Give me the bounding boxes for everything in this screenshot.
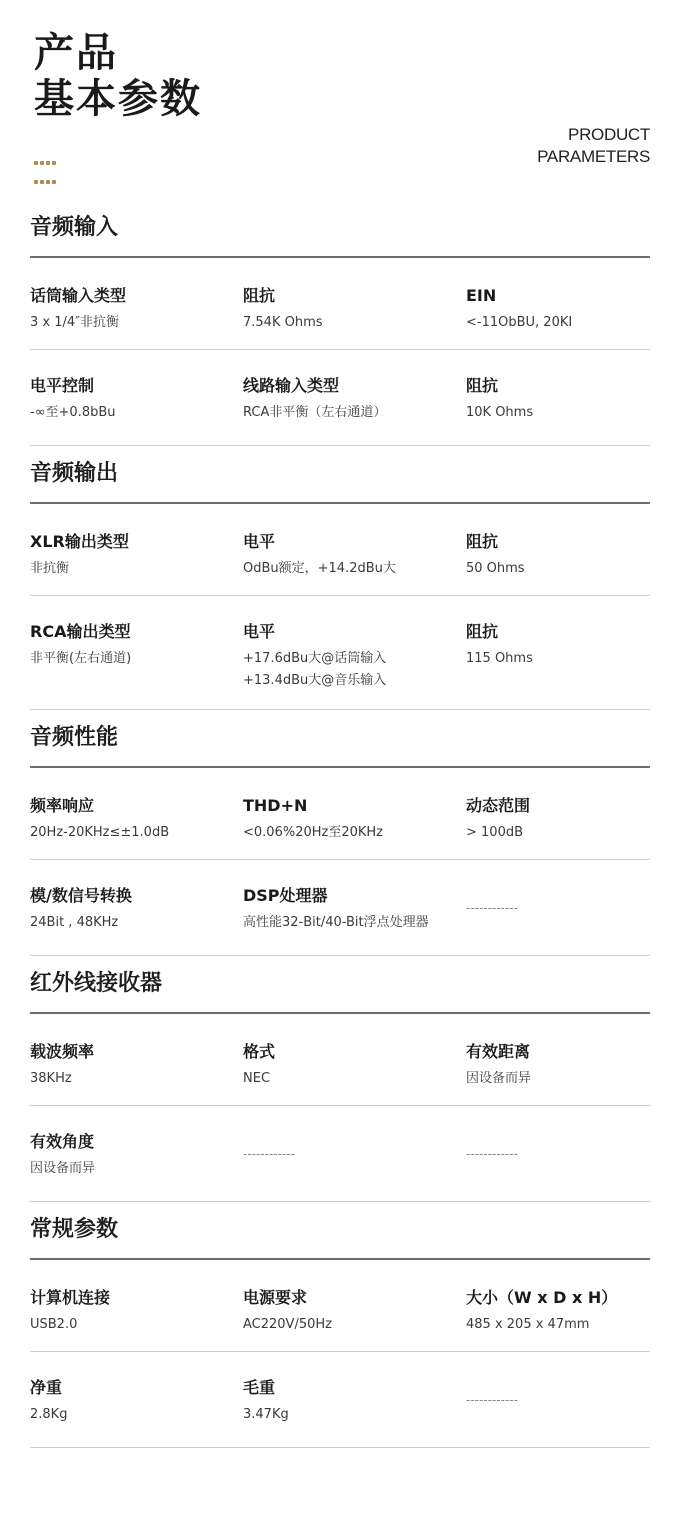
- spec-value: 38KHz: [30, 1071, 72, 1086]
- spec-placeholder-dash: ------------: [466, 1147, 518, 1161]
- spec-value: 10K Ohms: [466, 405, 534, 420]
- spec-label: 话筒输入类型: [30, 286, 127, 305]
- spec-row: [30, 1106, 650, 1202]
- spec-value: 3.47Kg: [243, 1407, 289, 1422]
- spec-value: RCA非平衡（左右通道）: [243, 405, 387, 420]
- spec-label: 净重: [30, 1378, 63, 1397]
- spec-cell: [30, 622, 131, 670]
- spec-cell: [466, 286, 572, 334]
- spec-value: 因设备而异: [466, 1071, 532, 1086]
- spec-label: EIN: [466, 286, 497, 305]
- spec-section: [0, 200, 680, 446]
- spec-value: 非平衡(左右通道): [30, 651, 132, 666]
- spec-label: RCA输出类型: [30, 622, 131, 641]
- spec-cell: [243, 532, 396, 580]
- spec-cell: [466, 898, 518, 918]
- spec-row: [30, 768, 650, 860]
- section-title: 常规参数: [30, 1217, 119, 1242]
- spec-label: 电源要求: [243, 1288, 308, 1307]
- spec-section: [0, 710, 680, 956]
- spec-cell: [466, 376, 533, 424]
- spec-value: 115 Ohms: [466, 651, 533, 666]
- spec-label: 动态范围: [466, 796, 531, 815]
- english-title-line2: PARAMETERS: [537, 147, 650, 166]
- spec-value: 3 x 1/4″非抗衡: [30, 315, 120, 330]
- page-title-line1: 产品: [34, 30, 118, 76]
- spec-cell: [466, 1390, 518, 1410]
- spec-label: 阻抗: [466, 376, 499, 395]
- spec-label: 阻抗: [466, 532, 499, 551]
- spec-value: AC220V/50Hz: [243, 1317, 332, 1332]
- spec-row: [30, 1014, 650, 1106]
- english-title: [537, 124, 650, 168]
- page-title-line2: 基本参数: [34, 76, 202, 122]
- spec-label: 有效距离: [466, 1042, 531, 1061]
- spec-cell: [30, 796, 169, 844]
- spec-cell: [466, 1042, 531, 1090]
- spec-cell: [30, 1378, 67, 1426]
- spec-label: DSP处理器: [243, 886, 328, 905]
- spec-cell: [243, 1042, 275, 1090]
- spec-cell: [243, 1378, 289, 1426]
- section-title: 音频性能: [30, 725, 119, 750]
- spec-value: <-11ObBU, 20KI: [466, 315, 573, 330]
- spec-label: XLR输出类型: [30, 532, 129, 551]
- spec-label: 毛重: [243, 1378, 276, 1397]
- spec-cell: [30, 532, 129, 580]
- spec-placeholder-dash: ------------: [243, 1147, 295, 1161]
- spec-sections: [0, 200, 680, 1448]
- spec-label: 阻抗: [243, 286, 276, 305]
- spec-row: [30, 504, 650, 596]
- page-header: [0, 0, 680, 200]
- spec-cell: [243, 1288, 332, 1336]
- spec-label: 计算机连接: [30, 1288, 111, 1307]
- spec-value: 非抗衡: [30, 561, 70, 576]
- spec-label: 电平控制: [30, 376, 95, 395]
- spec-label: 大小（W x D x H）: [466, 1288, 618, 1307]
- spec-label: THD+N: [243, 796, 308, 815]
- spec-label: 阻抗: [466, 622, 499, 641]
- page-title: [34, 30, 202, 122]
- section-title: 音频输入: [30, 215, 119, 240]
- spec-value: <0.06%20Hz至20KHz: [243, 825, 383, 840]
- spec-value: 50 Ohms: [466, 561, 525, 576]
- spec-cell: [30, 886, 132, 934]
- spec-cell: [30, 1132, 95, 1180]
- spec-cell: [466, 1288, 617, 1336]
- spec-cell: [30, 286, 126, 334]
- spec-row: [30, 860, 650, 956]
- spec-cell: [30, 1042, 94, 1090]
- spec-label: 电平: [243, 622, 276, 641]
- spec-label: 载波频率: [30, 1042, 95, 1061]
- spec-label: 线路输入类型: [243, 376, 340, 395]
- spec-label: 频率响应: [30, 796, 95, 815]
- section-title: 红外线接收器: [30, 971, 163, 996]
- spec-placeholder-dash: ------------: [466, 1393, 518, 1407]
- spec-cell: [466, 796, 530, 844]
- spec-placeholder-dash: ------------: [466, 901, 518, 915]
- spec-row: [30, 258, 650, 350]
- spec-section: [0, 1202, 680, 1448]
- spec-cell: [243, 286, 323, 334]
- spec-cell: [466, 532, 525, 580]
- section-title: 音频输出: [30, 461, 119, 486]
- spec-row: [30, 596, 650, 710]
- spec-cell: [30, 1288, 110, 1336]
- spec-value: 485 x 205 x 47mm: [466, 1317, 590, 1332]
- spec-cell: [243, 796, 383, 844]
- spec-cell: [466, 622, 533, 670]
- spec-cell: [243, 376, 386, 424]
- spec-value: NEC: [243, 1071, 271, 1086]
- spec-cell: [30, 376, 116, 424]
- spec-row: [30, 1352, 650, 1448]
- spec-cell: [466, 1144, 518, 1164]
- spec-value: 24Bit , 48KHz: [30, 915, 119, 930]
- spec-value: 20Hz-20KHz≤±1.0dB: [30, 825, 170, 840]
- spec-value: > 100dB: [466, 825, 524, 840]
- spec-cell: [243, 622, 386, 692]
- spec-value: -∞至+0.8bBu: [30, 405, 116, 420]
- spec-row: [30, 1260, 650, 1352]
- spec-cell: [243, 886, 429, 934]
- spec-label: 格式: [243, 1042, 276, 1061]
- decorative-dots-icon: [34, 152, 64, 190]
- english-title-line1: PRODUCT: [568, 125, 650, 144]
- spec-value: 高性能32-Bit/40-Bit浮点处理器: [243, 915, 429, 930]
- spec-label: 有效角度: [30, 1132, 95, 1151]
- spec-cell: [243, 1144, 295, 1164]
- spec-value-secondary: +13.4dBu大@音乐输入: [243, 673, 387, 688]
- spec-value: +17.6dBu大@话筒输入: [243, 651, 387, 666]
- spec-section: [0, 446, 680, 710]
- spec-row: [30, 350, 650, 446]
- spec-label: 电平: [243, 532, 276, 551]
- spec-value: 7.54K Ohms: [243, 315, 323, 330]
- spec-section: [0, 956, 680, 1202]
- spec-value: USB2.0: [30, 1317, 78, 1332]
- spec-value: 因设备而异: [30, 1161, 96, 1176]
- spec-value: 2.8Kg: [30, 1407, 68, 1422]
- spec-value: OdBu额定，+14.2dBu大: [243, 561, 396, 576]
- spec-label: 模/数信号转换: [30, 886, 132, 905]
